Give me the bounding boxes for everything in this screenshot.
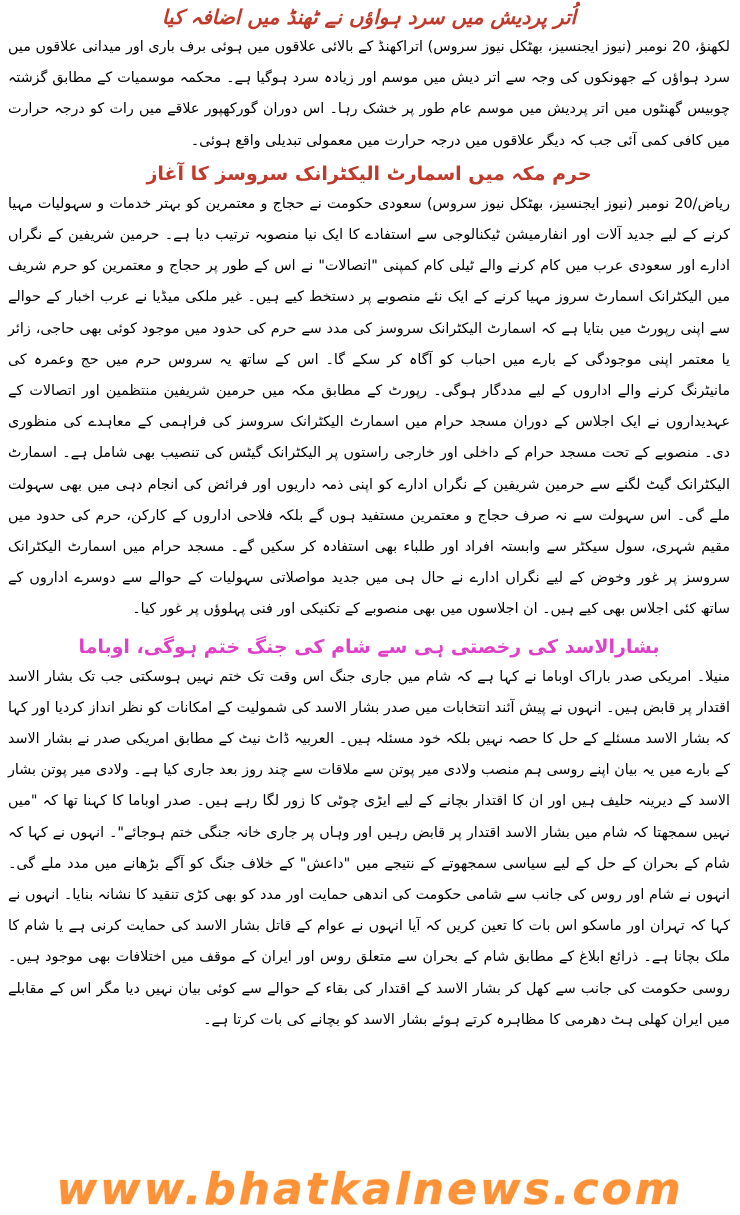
site-url: www.bhatkalnews.com — [56, 1164, 684, 1215]
headline-assad-obama: بشارالاسد کی رخصتی ہی سے شام کی جنگ ختم ہوگی، اوباما — [78, 635, 660, 658]
headline-haram-smart-services: حرم مکہ میں اسمارٹ الیکٹرانک سروسز کا آغاز — [146, 162, 592, 185]
article-body-up-cold: لکھنؤ، 20 نومبر (نیوز ایجنسیز، بھٹکل نیوز سروس) اتراکھنڈ کے بالائی علاقوں میں ہوئی برف باری اور میدانی علاقوں میں سرد ہواؤں کے جھونکوں کی وجہ سے اتر دیش میں موسم اور زیادہ سرد ہوگیا ہے۔ محکمہ موسمیات کے مطابق گزشتہ چوبیس گھنٹوں میں اتر پردیش میں موسم عام طور پر خشک رہا۔ اس دوران گورکھپور علاقے میں رات کو درجہ حرارت میں کافی کمی آئی جب کہ دیگر علاقوں میں درجہ حرارت میں معمولی تبدیلی واقع ہوئی۔ — [8, 39, 730, 149]
article-body-haram-smart-services: ریاض/20 نومبر (نیوز ایجنسیز، بھٹکل نیوز سروس) سعودی حکومت نے حجاج و معتمرین کو بہتر خدمات و سہولیات مہیا کرنے کے لیے جدید آلات اور انفارمیشن ٹیکنالوجی سے استفادے کا ایک نیا منصوبہ ترتیب دیا ہے۔ حرمین شریفین کے نگراں ادارے اور سعودی عرب میں کام کرنے والے ٹیلی کام کمپنی "اتصالات" نے اس کے طور پر حجاج و معتمرین کو حرم شریف میں الیکٹرانک اسمارٹ سروز مہیا کرنے کے ایک نئے منصوبے پر دستخط کیے ہیں۔ غیر ملکی میڈیا نے عرب اخبار کے حوالے سے اپنی رپورٹ میں بتایا ہے کہ اسمارٹ الیکٹرانک سروسز کی مدد سے حرم کی حدود میں موجود کوئی بھی حاجی، زائر یا معتمر اپنی موجودگی کے بارے میں احباب کو آگاہ کر سکے گا۔ اس کے ساتھ یہ سروس حرم میں حج وعمرہ کی مانیٹرنگ کرنے والے اداروں کے لیے مددگار ہوگی۔ رپورٹ کے مطابق مکہ میں حرمین شریفین منتظمین اور اتصالات کے عہدیداروں نے ایک اجلاس کے دوران مسجد حرام میں اسمارٹ الیکٹرانک سروسز کی فراہمی کے معاہدے کی منظوری دی۔ منصوبے کے تحت مسجد حرام کے داخلی اور خارجی راستوں پر الیکٹرانک گیٹس کی تنصیب بھی شامل ہے۔ اسمارٹ الیکٹرانک گیٹ لگنے سے حرمین شریفین کے نگراں ادارے کو اپنی ذمہ داریوں اور فرائض کی انجام دہی میں بھی سہولت ملے گی۔ اس سہولت سے نہ صرف حجاج و معتمرین مستفید ہوں گے بلکہ فلاحی اداروں کے کارکن، حرم کی حدود میں مقیم شہری، سول سیکٹر سے وابستہ افراد اور طلباء بھی استفادہ کر سکیں گے۔ مسجد حرام میں اسمارٹ الیکٹرانک سروسز پر غور وخوض کے لیے نگراں ادارے نے حال ہی میں جدید مواصلاتی سہولیات کے حوالے سے دوسرے اداروں کے ساتھ کئی اجلاس بھی کیے ہیں۔ ان اجلاسوں میں بھی منصوبے کے تکنیکی اور فنی پہلوؤں پر غور کیا۔ — [8, 195, 730, 618]
site-watermark-logo — [0, 1164, 740, 1215]
article-body-assad-obama: منیلا۔ امریکی صدر باراک اوباما نے کہا ہے کہ شام میں جاری جنگ اس وقت تک ختم نہیں ہوسکتی جب تک بشار الاسد اقتدار پر قابض ہیں۔ انہوں نے پیش آئند انتخابات میں صدر بشار الاسد کی شمولیت کے امکانات کو نظر انداز کردیا اور کہا کہ بشار الاسد مسئلے کے حل کا حصہ نہیں بلکہ خود مسئلہ ہیں۔ العربیہ ڈاٹ نیٹ کے مطابق امریکی صدر نے بشار الاسد کے بارے میں یہ بیان اپنے روسی ہم منصب ولادی میر پوتن سے ملاقات سے چند روز بعد جاری کیا ہے۔ ولادی میر پوتن بشار الاسد کے دیرینہ حلیف ہیں اور ان کا اقتدار بچانے کے لیے ایڑی چوٹی کا زور لگا رہے ہیں۔ صدر اوباما کا کہنا تھا کہ "میں نہیں سمجھتا کہ شام میں بشار الاسد اقتدار پر قابض رہیں اور وہاں پر جاری خانہ جنگی ختم ہوجائے"۔ انہوں نے کہا کہ شام کے بحران کے حل کے لیے سیاسی سمجھوتے کے نتیجے میں "داعش" کے خلاف جنگ کو آگے بڑھانے میں مدد ملے گی۔ انہوں نے شام اور روس کی جانب سے شامی حکومت کی اندھی حمایت اور مدد کو بھی کڑی تنقید کا نشانہ بنایا۔ انہوں نے کہا کہ تہران اور ماسکو اس بات کا تعین کریں کہ آیا انہوں نے عوام کے قاتل بشار الاسد کی حمایت کرنی ہے یا شام کا ملک بچانا ہے۔ ذرائع ابلاغ کے مطابق شام کے بحران سے متعلق روس اور ایران کے موقف میں اختلافات بھی موجود ہیں۔ روسی حکومت کی جانب سے کھل کر بشار الاسد کے اقتدار کی بقاء کے حوالے سے کوئی بیان نہیں دیا مگر اس کے مقابلے میں ایران کھلی ہٹ دھرمی کا مظاہرہ کرتے ہوئے بشار الاسد کو بچانے کی بات کرتا ہے۔ — [8, 668, 730, 1028]
article-assad-obama — [0, 632, 740, 1036]
article-haram-smart-services — [0, 159, 740, 626]
article-up-cold — [0, 0, 740, 157]
headline-up-cold: اُتر پردیش میں سرد ہواؤں نے ٹھنڈ میں اضافہ کیا — [161, 5, 577, 29]
